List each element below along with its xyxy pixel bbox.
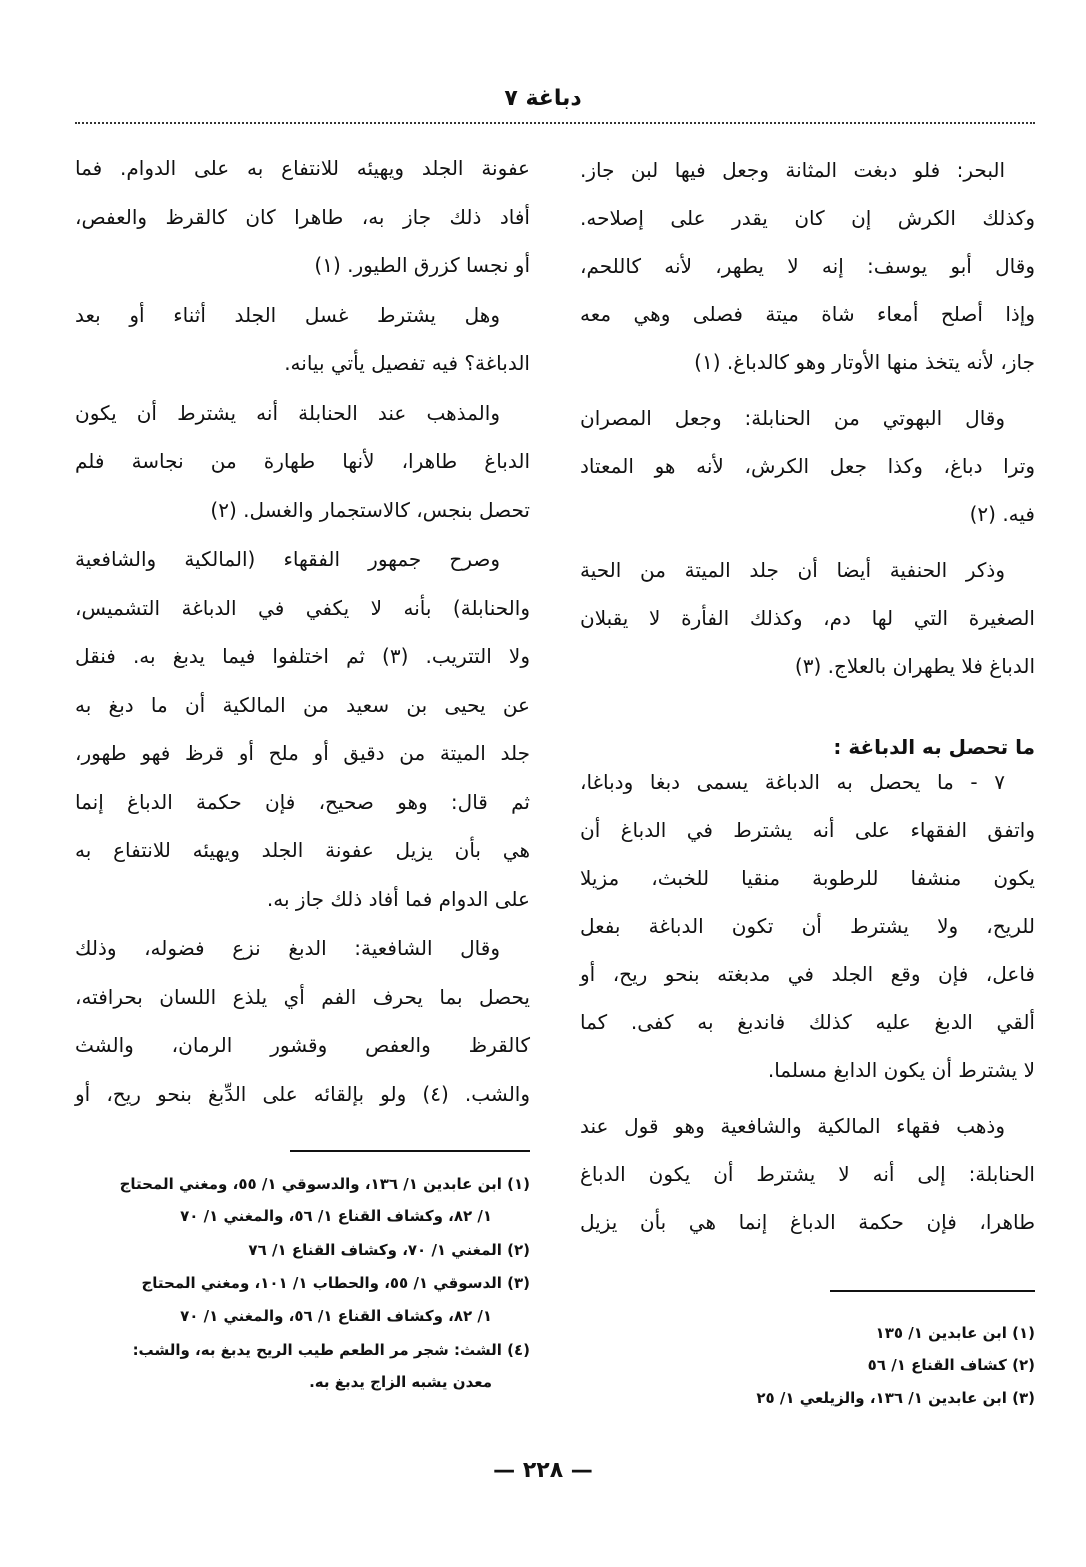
text-line: أفاد ذلك جاز به، طاهرا كان كالقرظ والعفص، xyxy=(75,204,530,229)
text-line: وإذا أصلح أمعاء شاة ميتة فصلى وهي معه xyxy=(580,302,1035,326)
text-line: ثم قال: وهو صحيح، فإن حكمة الدباغ إنما xyxy=(75,789,530,814)
text-line: أو نجسا كزرق الطيور. (١) xyxy=(314,253,530,277)
footnote: (٢) المغني ١/ ٧٠، وكشاف القناع ١/ ٧٦ xyxy=(248,1241,530,1259)
footnote: (٤) الشث: شجر مر الطعم طيب الريح يدبغ به، والشب: xyxy=(132,1341,530,1359)
text-line: وصرح جمهور الفقهاء (المالكية والشافعية xyxy=(75,547,500,571)
text-line: يحصل بما يحرف الفم أي يلذع اللسان بحرافته، xyxy=(75,984,530,1009)
text-line: وذكر الحنفية أيضا أن جلد الميتة من الحية xyxy=(580,558,1005,582)
footnote: (١) ابن عابدين ١/ ١٣٥ xyxy=(875,1324,1035,1342)
text-line: عفونة الجلد ويهيئه للانتفاع به على الدوام. فما xyxy=(75,156,530,180)
text-line: ألقي الدبغ عليه كذلك فاندبغ به كفى. كما xyxy=(580,1010,1035,1034)
text-line: وقال أبو يوسف: إنه لا يطهر، لأنه كاللحم، xyxy=(580,254,1035,278)
text-line: ولا التتريب. (٣) ثم اختلفوا فيما يدبغ به. فنقل xyxy=(75,644,530,668)
footnote: (١) ابن عابدين ١/ ١٣٦، والدسوقي ١/ ٥٥، ومغني المحتاج xyxy=(119,1175,530,1193)
text-line: الصغيرة التي لها دم، وكذلك الفأرة لا يقبلان xyxy=(580,606,1035,630)
running-header: دباغة ٧ xyxy=(504,86,582,111)
text-line: جاز، لأنه يتخذ منها الأوتار وهو كالدباغ. (١) xyxy=(694,350,1035,374)
footnote: ١/ ٨٢، وكشاف القناع ١/ ٥٦، والمغني ١/ ٧٠ xyxy=(180,1207,492,1225)
text-line: تحصل بنجس، كالاستجمار والغسل. (٢) xyxy=(210,497,530,522)
text-line: والمذهب عند الحنابلة أنه يشترط أن يكون xyxy=(75,400,500,425)
text-line: وكذلك الكرش إن كان يقدر على إصلاحه. xyxy=(580,206,1035,230)
text-line: الحنابلة: إلى أنه لا يشترط أن يكون الدباغ xyxy=(580,1162,1035,1186)
footnote: ١/ ٨٢، وكشاف القناع ١/ ٥٦، والمغني ١/ ٧٠ xyxy=(180,1307,492,1325)
text-line: وذهب فقهاء المالكية والشافعية وهو قول عند xyxy=(580,1114,1005,1138)
text-line: فيه. (٢) xyxy=(969,502,1035,526)
text-line: والحنابلة) بأنه لا يكفي في الدباغة التشميس، xyxy=(75,595,530,620)
text-line: الدباغ فلا يطهران بالعلاج. (٣) xyxy=(794,654,1035,678)
text-line: على الدوام فما أفاد ذلك جاز به. xyxy=(266,886,530,911)
text-line: لا يشترط أن يكون الدابغ مسلما. xyxy=(767,1058,1035,1082)
text-line: البحر: فلو دبغت المثانة وجعل فيها لبن جاز. xyxy=(580,158,1005,182)
text-line: هي بأن يزيل عفونة الجلد ويهيئه للانتفاع به xyxy=(75,838,530,862)
text-line: عن يحيى بن سعيد من المالكية أن ما دبغ به xyxy=(75,692,530,717)
page-number: — ٢٢٨ — xyxy=(493,1458,593,1483)
text-line: جلد الميتة من دقيق أو ملح أو قرظ فهو طهور، xyxy=(75,741,530,765)
text-line: للريح، ولا يشترط أن تكون الدباغة بفعل xyxy=(580,914,1035,938)
text-line: فاعل، فإن وقع الجلد في مدبغته بنحو ريح، أو xyxy=(580,962,1035,986)
text-line: والشب. (٤) ولو بإلقائه على الدِّبغ بنحو ريح، أو xyxy=(75,1081,531,1106)
text-line: وترا دباغ، وكذا جعل الكرش، لأنه هو المعتاد xyxy=(580,454,1035,478)
text-line: وقال البهوتي من الحنابلة: وجعل المصران xyxy=(580,406,1005,430)
text-line: يكون منشفا للرطوبة منقيا للخبث، مزيلا xyxy=(580,866,1035,890)
section-heading: ما تحصل به الدباغة : xyxy=(833,735,1035,759)
footnote: معدن يشبه الزاج يدبغ به. xyxy=(309,1373,492,1391)
footnote: (٣) الدسوقي ١/ ٥٥، والحطاب ١/ ١٠١، ومغني المحتاج xyxy=(141,1274,530,1292)
left-footnote-divider xyxy=(290,1150,530,1152)
text-line: ٧ - ما يحصل به الدباغة يسمى دبغا ودباغا، xyxy=(580,770,1005,794)
footnote: (٣) ابن عابدين ١/ ١٣٦، والزيلعي ١/ ٢٥ xyxy=(756,1389,1035,1407)
text-line: طاهرا، فإن حكمة الدباغ إنما هي بأن يزيل xyxy=(580,1210,1035,1234)
header-dotted-divider xyxy=(75,122,1035,124)
right-footnote-divider xyxy=(830,1290,1035,1292)
text-line: الدباغ طاهرا، لأنها طهارة من نجاسة فلم xyxy=(75,449,530,473)
text-line: الدباغة؟ فيه تفصيل يأتي بيانه. xyxy=(284,351,530,375)
text-line: واتفق الفقهاء على أنه يشترط في الدباغ أن xyxy=(580,818,1035,842)
text-line: كالقرظ والعفص وقشور الرمان، والشث xyxy=(75,1033,530,1057)
footnote: (٢) كشاف القناع ١/ ٥٦ xyxy=(867,1356,1035,1374)
text-line: وقال الشافعية: الدبغ نزع فضوله، وذلك xyxy=(75,936,500,960)
text-line: وهل يشترط غسل الجلد أثناء أو بعد xyxy=(75,302,500,327)
